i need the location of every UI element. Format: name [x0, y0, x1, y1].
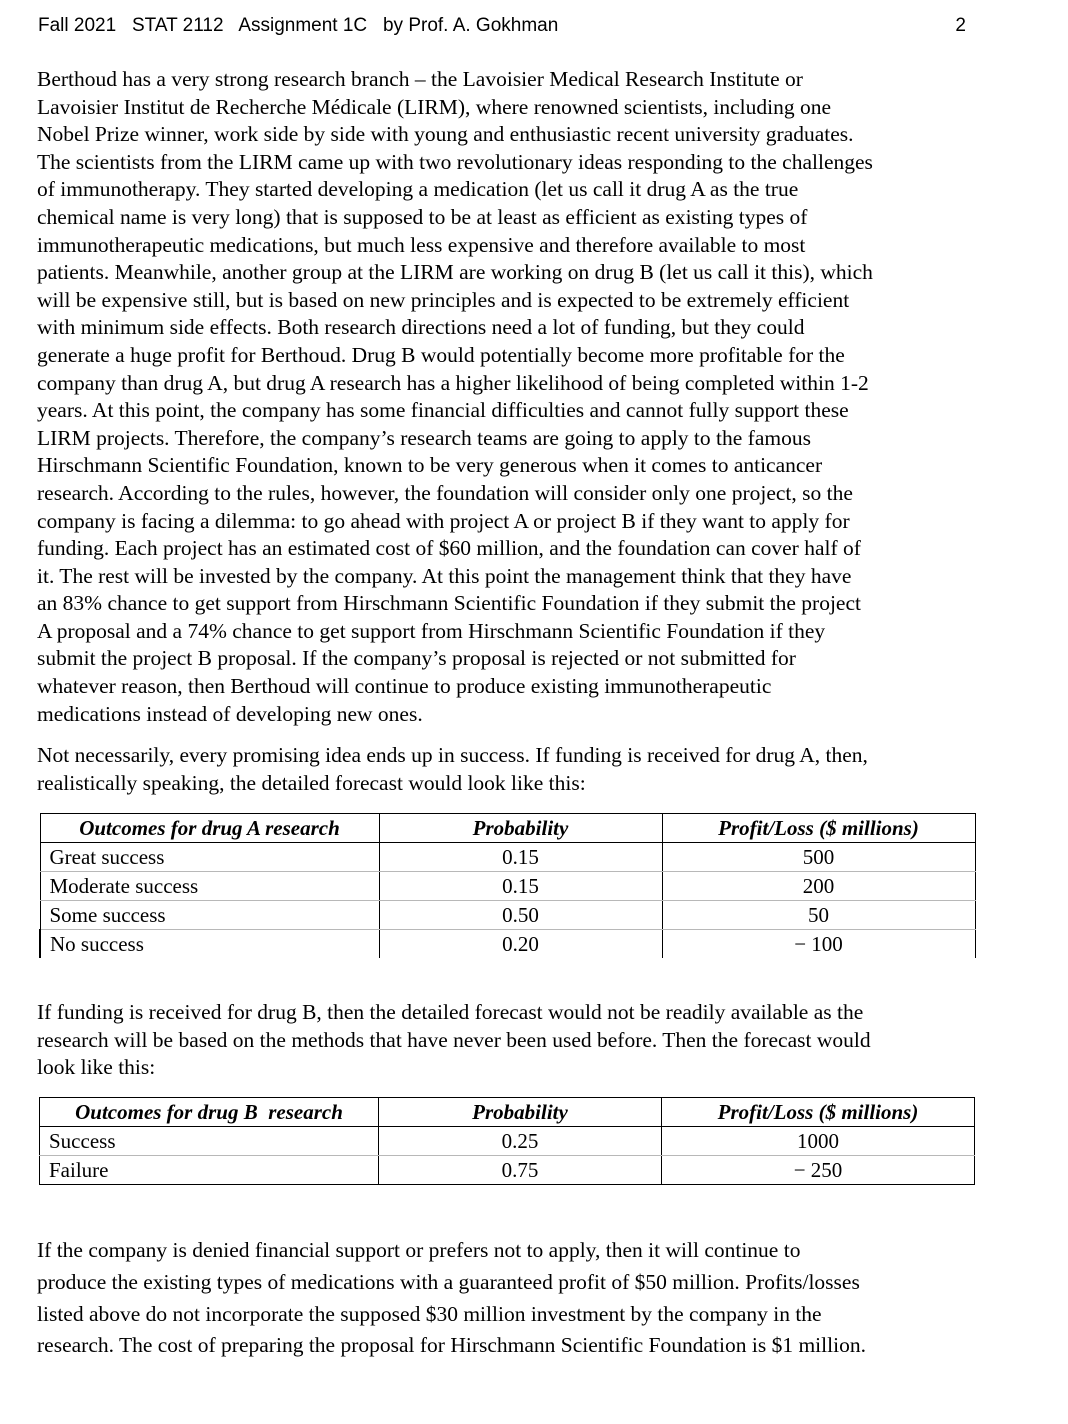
- text-line: research. According to the rules, however, the foundation will consider only one project, so the: [37, 480, 853, 505]
- outcome-cell: No success: [40, 930, 379, 959]
- text-line: will be expensive still, but is based on new principles and is expected to be extremely efficient: [37, 287, 850, 312]
- text-line: If funding is received for drug B, then the detailed forecast would not be readily available as the: [37, 1000, 864, 1024]
- profit-cell: 200: [662, 872, 975, 901]
- probability-cell: 0.50: [379, 901, 662, 930]
- outcome-cell: Moderate success: [40, 872, 379, 901]
- table-header-row: [40, 1098, 975, 1127]
- text-line: Nobel Prize winner, work side by side with young and enthusiastic recent university graduates.: [37, 122, 854, 147]
- text-line: LIRM projects. Therefore, the company’s research teams are going to apply to the famous: [37, 425, 811, 450]
- text-line: of immunotherapy. They started developing a medication (let us call it drug A as the true: [37, 177, 799, 202]
- table-row: [40, 843, 975, 872]
- text-line: it. The rest will be invested by the company. At this point the management think that they have: [37, 563, 852, 588]
- closing-paragraph: [37, 1235, 987, 1362]
- table-row: [40, 1127, 975, 1156]
- text-line: submit the project B proposal. If the company’s proposal is rejected or not submitted for: [37, 646, 796, 671]
- page-number: 2: [955, 15, 966, 36]
- text-line: Hirschmann Scientific Foundation, known to be very generous when it comes to anticancer: [37, 453, 823, 478]
- profit-cell: − 250: [662, 1156, 975, 1185]
- text-line: chemical name is very long) that is supposed to be at least as efficient as existing types of: [37, 204, 808, 229]
- text-line: research will be based on the methods that have never been used before. Then the forecast would: [37, 1027, 871, 1052]
- text-line: patients. Meanwhile, another group at the LIRM are working on drug B (let us call it this), which: [37, 260, 873, 285]
- table-row: [40, 930, 975, 959]
- text-line: If the company is denied financial support or prefers not to apply, then it will continue to: [37, 1238, 801, 1262]
- text-line: A proposal and a 74% chance to get support from Hirschmann Scientific Foundation if they: [37, 618, 826, 643]
- text-line: produce the existing types of medications with a guaranteed profit of $50 million. Profits/losses: [37, 1269, 860, 1294]
- probability-cell: 0.20: [379, 930, 662, 959]
- text-line: look like this:: [37, 1055, 156, 1080]
- text-line: immunotherapeutic medications, but much less expensive and therefore available to most: [37, 232, 806, 257]
- outcome-cell: Success: [40, 1127, 379, 1156]
- text-line: company is facing a dilemma: to go ahead with project A or project B if they want to apply for: [37, 508, 850, 533]
- profit-cell: 1000: [662, 1127, 975, 1156]
- text-line: The scientists from the LIRM came up with two revolutionary ideas responding to the challenges: [37, 149, 873, 174]
- text-line: Lavoisier Institut de Recherche Médicale (LIRM), where renowned scientists, including one: [37, 94, 832, 119]
- text-line: realistically speaking, the detailed forecast would look like this:: [37, 770, 586, 795]
- header-cell-probability: Probability: [379, 1098, 662, 1127]
- drug-a-outcomes-table: [39, 813, 976, 958]
- text-line: Berthoud has a very strong research branch – the Lavoisier Medical Research Institute or: [37, 67, 803, 91]
- profit-cell: 500: [662, 843, 975, 872]
- outcome-cell: Great success: [40, 843, 379, 872]
- header-course-info: Fall 2021 STAT 2112 Assignment 1C by Prof. A. Gokhman: [38, 15, 559, 36]
- profit-cell: − 100: [662, 930, 975, 959]
- text-line: Not necessarily, every promising idea ends up in success. If funding is received for drug A, then,: [37, 743, 868, 767]
- text-line: research. The cost of preparing the proposal for Hirschmann Scientific Foundation is $1 million.: [37, 1333, 866, 1358]
- header-cell-outcome: Outcomes for drug A research: [40, 814, 379, 843]
- probability-cell: 0.15: [379, 872, 662, 901]
- table-row: [40, 1156, 975, 1185]
- drug-b-forecast-intro: [37, 999, 987, 1082]
- probability-cell: 0.75: [379, 1156, 662, 1185]
- table-row: [40, 901, 975, 930]
- outcome-cell: Some success: [40, 901, 379, 930]
- header-cell-outcome: Outcomes for drug B research: [40, 1098, 379, 1127]
- header-cell-probability: Probability: [379, 814, 662, 843]
- text-line: medications instead of developing new ones.: [37, 701, 423, 726]
- table-row: [40, 872, 975, 901]
- intro-paragraph: [37, 66, 987, 728]
- text-line: with minimum side effects. Both research directions need a lot of funding, but they could: [37, 315, 805, 340]
- text-line: generate a huge profit for Berthoud. Drug B would potentially become more profitable for the: [37, 342, 845, 367]
- header-cell-profit-loss: Profit/Loss ($ millions): [662, 814, 975, 843]
- text-line: funding. Each project has an estimated cost of $60 million, and the foundation can cover half of: [37, 536, 861, 561]
- drug-b-outcomes-table: [39, 1097, 975, 1185]
- profit-cell: 50: [662, 901, 975, 930]
- drug-a-forecast-intro: [37, 742, 987, 797]
- text-line: listed above do not incorporate the supposed $30 million investment by the company in the: [37, 1301, 822, 1326]
- text-line: an 83% chance to get support from Hirschmann Scientific Foundation if they submit the project: [37, 591, 861, 616]
- outcome-cell: Failure: [40, 1156, 379, 1185]
- page-header: [38, 12, 1028, 40]
- table-header-row: [40, 814, 975, 843]
- text-line: whatever reason, then Berthoud will continue to produce existing immunotherapeutic: [37, 674, 772, 699]
- probability-cell: 0.25: [379, 1127, 662, 1156]
- probability-cell: 0.15: [379, 843, 662, 872]
- header-cell-profit-loss: Profit/Loss ($ millions): [662, 1098, 975, 1127]
- text-line: years. At this point, the company has some financial difficulties and cannot fully support these: [37, 398, 849, 423]
- text-line: company than drug A, but drug A research has a higher likelihood of being completed within 1-2: [37, 370, 869, 395]
